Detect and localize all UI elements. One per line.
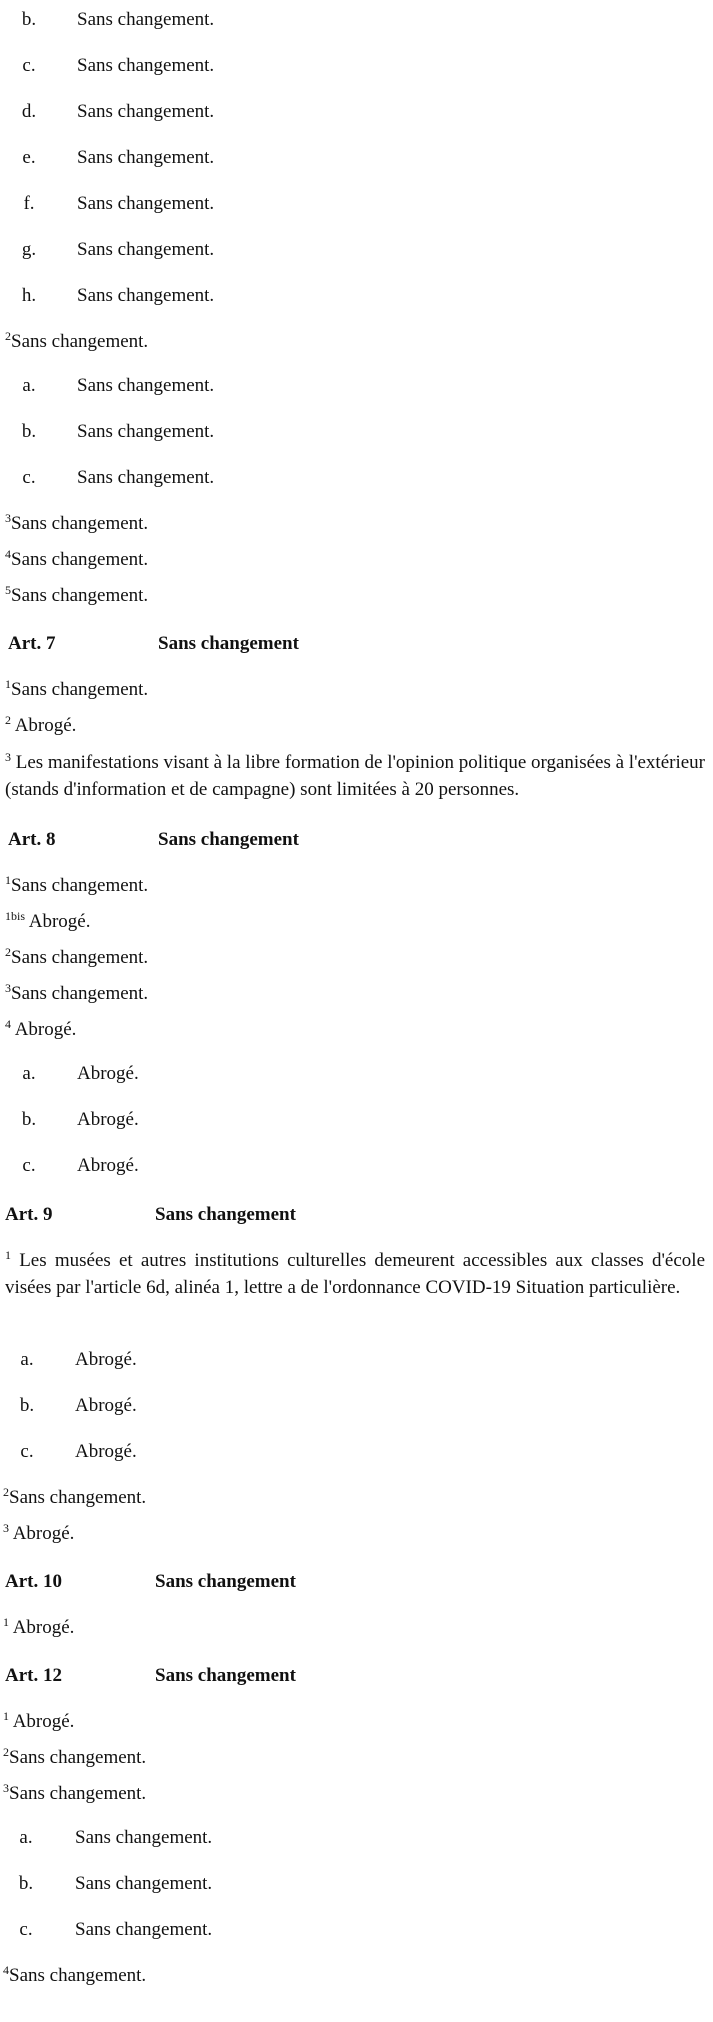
paragraph-number: 1 [3, 1615, 9, 1629]
paragraph-number: 1 [3, 1709, 9, 1723]
list-letter: h. [21, 285, 37, 306]
article-number: Art. 10 [5, 1571, 62, 1592]
list-letter: a. [22, 375, 36, 396]
paragraph-text: Sans changement. [11, 875, 149, 896]
list-letter: c. [22, 1155, 36, 1176]
paragraph-number: 1bis [5, 909, 26, 923]
paragraph [3, 1710, 74, 1734]
paragraph-number: 3 [3, 1521, 9, 1535]
paragraph-text: Abrogé. [12, 1617, 75, 1638]
paragraph-number: 2 [5, 945, 11, 959]
paragraph [3, 1522, 74, 1546]
paragraph-number: 1 [5, 873, 11, 887]
paragraph-number: 2 [5, 329, 11, 343]
paragraph-text: Sans changement. [11, 983, 149, 1004]
article-number: Art. 7 [8, 633, 56, 654]
paragraph [3, 1964, 146, 1988]
paragraph-number: 2 [5, 713, 11, 727]
list-letter: b. [21, 421, 37, 442]
paragraph-text: Les musées et autres institutions culturelles demeurent accessibles aux classes d'école visées par l'article 6d, alinéa 1, lettre a de l'ordonnance COVID-19 Situation particulière. [5, 1250, 706, 1298]
list-text: Sans changement. [77, 239, 215, 260]
list-letter: f. [23, 193, 35, 214]
paragraph-number: 2 [3, 1745, 9, 1759]
paragraph [5, 982, 148, 1006]
article-title: Sans changement [158, 829, 299, 850]
paragraph-text: Sans changement. [9, 1747, 147, 1768]
list-text: Abrogé. [75, 1349, 137, 1370]
list-letter: c. [19, 1919, 33, 1940]
paragraph-text: Sans changement. [9, 1965, 147, 1986]
list-letter: b. [21, 9, 37, 30]
paragraph-text: Abrogé. [28, 911, 91, 932]
article-number: Art. 12 [5, 1665, 62, 1686]
list-letter: a. [20, 1349, 34, 1370]
paragraph [3, 1746, 146, 1770]
article-number: Art. 9 [5, 1204, 53, 1225]
paragraph-text: Les manifestations visant à la libre formation de l'opinion politique organisées à l'extérieur (stands d'information et de campagne) sont limitées à 20 personnes. [5, 752, 706, 800]
paragraph [5, 946, 148, 970]
article-heading [8, 828, 408, 852]
article-number: Art. 8 [8, 829, 56, 850]
list-text: Sans changement. [75, 1873, 213, 1894]
paragraph-number: 3 [3, 1781, 9, 1795]
paragraph [5, 1247, 705, 1301]
list-letter: c. [22, 55, 36, 76]
list-letter: g. [21, 239, 37, 260]
paragraph-text: Sans changement. [11, 947, 149, 968]
paragraph-text: Abrogé. [12, 1711, 75, 1732]
list-text: Sans changement. [77, 193, 215, 214]
list-text: Abrogé. [77, 1109, 139, 1130]
paragraph [3, 1616, 74, 1640]
paragraph [5, 330, 148, 354]
list-text: Sans changement. [75, 1827, 213, 1848]
paragraph-text: Sans changement. [11, 679, 149, 700]
list-text: Sans changement. [77, 9, 215, 30]
list-letter: b. [21, 1109, 37, 1130]
list-text: Abrogé. [75, 1441, 137, 1462]
paragraph-number: 1 [5, 677, 11, 691]
list-text: Sans changement. [77, 421, 215, 442]
article-heading [8, 632, 408, 656]
paragraph-number: 4 [5, 1017, 11, 1031]
paragraph-text: Sans changement. [11, 331, 149, 352]
list-text: Sans changement. [77, 101, 215, 122]
list-letter: b. [18, 1873, 34, 1894]
list-text: Sans changement. [77, 147, 215, 168]
paragraph [3, 1486, 146, 1510]
paragraph [5, 714, 76, 738]
list-letter: e. [22, 147, 36, 168]
paragraph-number: 2 [3, 1485, 9, 1499]
list-letter: a. [22, 1063, 36, 1084]
list-text: Sans changement. [75, 1919, 213, 1940]
paragraph [5, 548, 148, 572]
list-letter: c. [20, 1441, 34, 1462]
list-letter: d. [21, 101, 37, 122]
list-letter: a. [19, 1827, 33, 1848]
paragraph [5, 512, 148, 536]
paragraph-number: 3 [5, 981, 11, 995]
paragraph-text: Sans changement. [11, 513, 149, 534]
paragraph-number: 1 [5, 1248, 11, 1262]
list-text: Sans changement. [77, 375, 215, 396]
paragraph-number: 5 [5, 583, 11, 597]
list-text: Sans changement. [77, 467, 215, 488]
paragraph-number: 4 [5, 547, 11, 561]
list-text: Abrogé. [77, 1155, 139, 1176]
paragraph-number: 4 [3, 1963, 9, 1977]
article-heading [5, 1664, 405, 1688]
paragraph-text: Abrogé. [12, 1523, 75, 1544]
list-letter: c. [22, 467, 36, 488]
paragraph-text: Sans changement. [11, 585, 149, 606]
paragraph [3, 1782, 146, 1806]
paragraph [5, 874, 148, 898]
paragraph-number: 3 [5, 750, 11, 764]
article-title: Sans changement [155, 1571, 296, 1592]
list-text: Sans changement. [77, 285, 215, 306]
paragraph [5, 678, 148, 702]
list-text: Abrogé. [77, 1063, 139, 1084]
article-title: Sans changement [155, 1665, 296, 1686]
paragraph [5, 749, 705, 803]
paragraph [5, 584, 148, 608]
paragraph [5, 1018, 76, 1042]
paragraph-text: Abrogé. [14, 1019, 77, 1040]
paragraph-text: Abrogé. [14, 715, 77, 736]
paragraph [5, 910, 90, 934]
article-heading [5, 1570, 405, 1594]
article-title: Sans changement [158, 633, 299, 654]
list-text: Sans changement. [77, 55, 215, 76]
paragraph-text: Sans changement. [11, 549, 149, 570]
paragraph-text: Sans changement. [9, 1783, 147, 1804]
paragraph-text: Sans changement. [9, 1487, 147, 1508]
article-heading [5, 1203, 405, 1227]
article-title: Sans changement [155, 1204, 296, 1225]
paragraph-number: 3 [5, 511, 11, 525]
list-text: Abrogé. [75, 1395, 137, 1416]
list-letter: b. [19, 1395, 35, 1416]
